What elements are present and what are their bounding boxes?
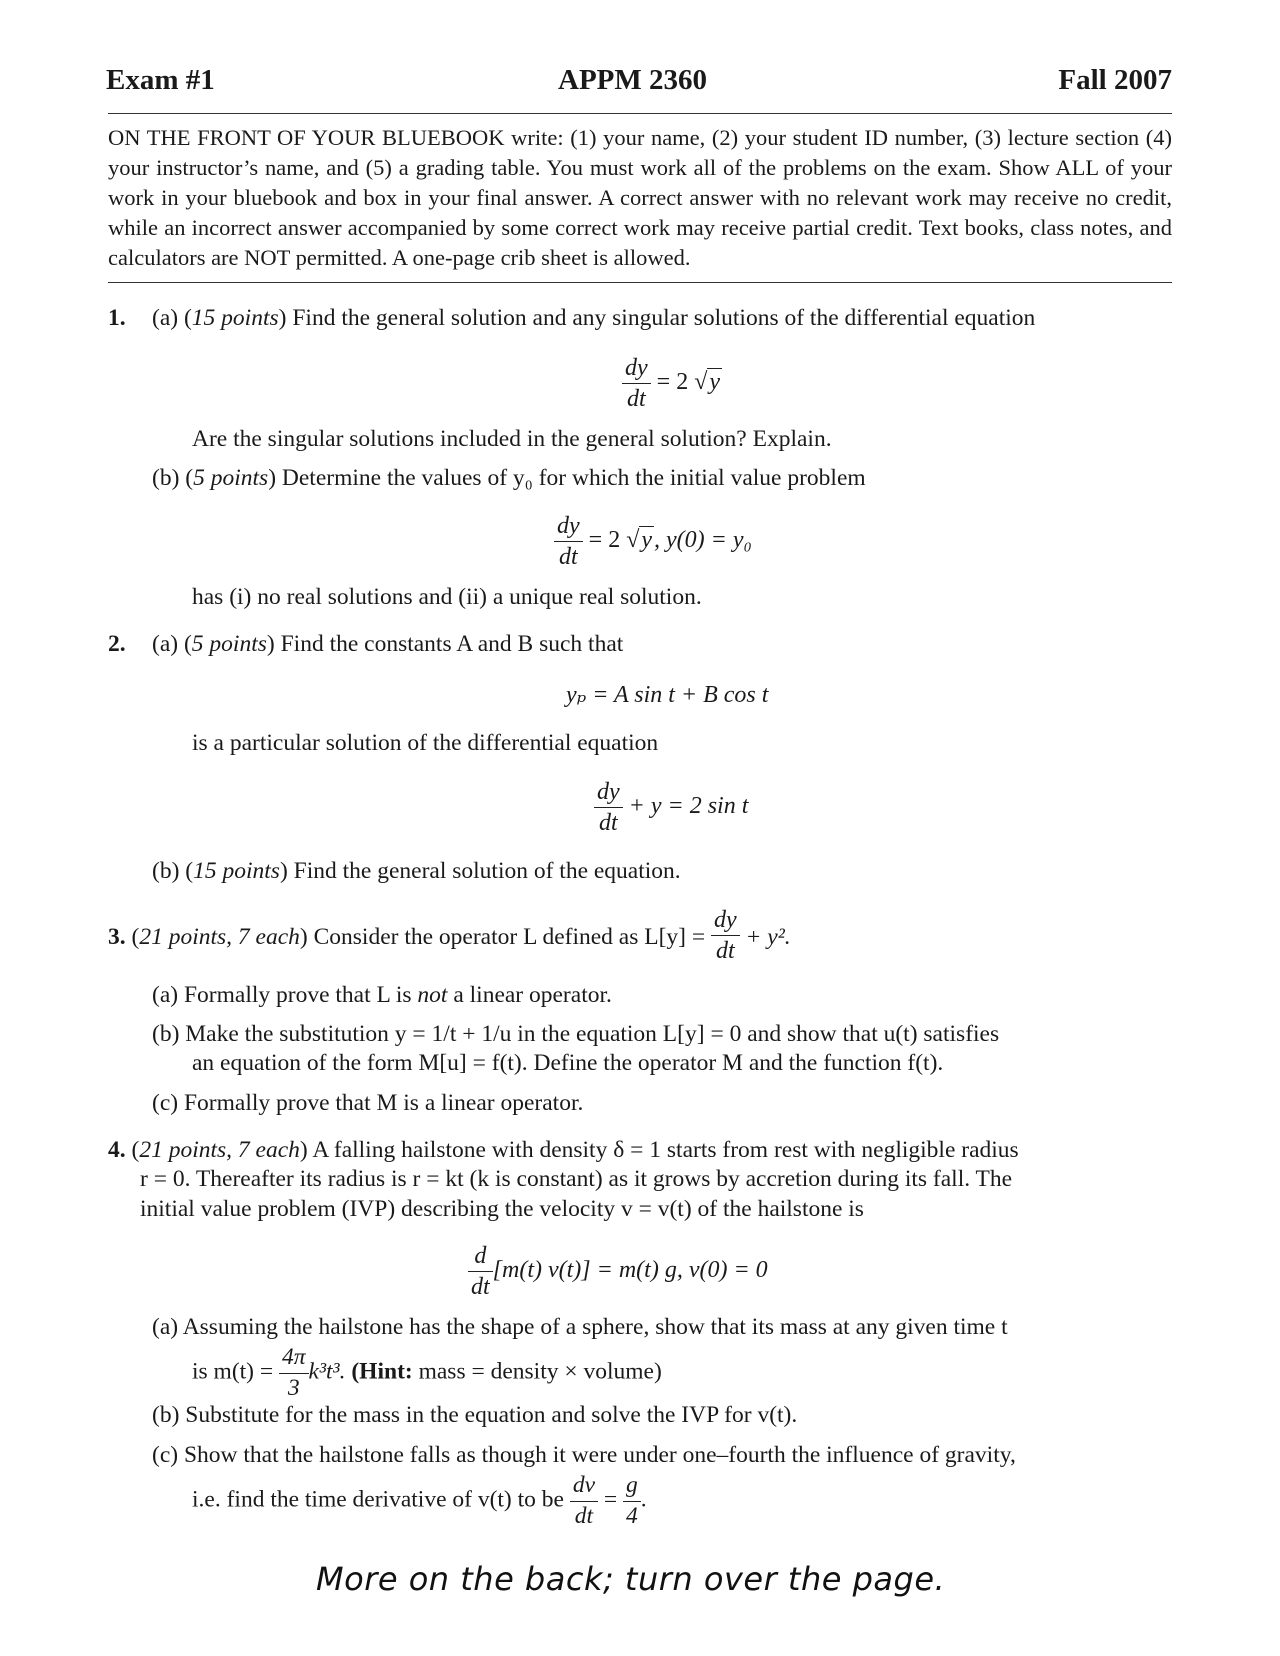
header-rule [108,113,1172,114]
problem-2-number: 2. [108,631,126,657]
problem-2a-followup: is a particular solution of the differential equation [192,730,659,756]
header-left: Exam #1 [106,64,215,96]
problem-4b: (b) Substitute for the mass in the equation and solve the IVP for v(t). [152,1402,798,1428]
equation-ivp: $\frac{d}{dt}$ [m(t) v(t)] = m(t) g, v(0) = 0 [468,1244,768,1299]
instructions-rule [108,282,1172,283]
header-term: Fall 2007 [1058,64,1172,96]
problem-3: 3. (21 points, 7 each) Consider the operator L defined as L[y] = $\frac{dy}{dt}$ + y². [108,907,791,964]
problem-4-number: 4. [108,1137,126,1163]
problem-2b: (b) (15 points) Find the general solution of the equation. [152,858,681,884]
problem-1b: (b) (5 points) Determine the values of y₀ for which the initial value problem [152,465,866,491]
problem-3c: (c) Formally prove that M is a linear operator. [152,1090,584,1116]
problem-4a: (a) Assuming the hailstone has the shape of a sphere, show that its mass at any given time t [152,1314,1008,1340]
problem-3b: (b) Make the substitution y = 1/t + 1/u in the equation L[y] = 0 and show that u(t) satisfies [152,1021,1000,1047]
problem-4-line2: r = 0. Thereafter its radius is r = kt (k is constant) as it grows by accretion during its fall. The [140,1166,1013,1192]
problem-4c: (c) Show that the hailstone falls as though it were under one–fourth the influence of gravity, [152,1442,1016,1468]
problem-1-number: 1. [108,305,126,331]
problem-1 [108,305,126,332]
problem-1b-followup: has (i) no real solutions and (ii) a unique real solution. [192,584,702,610]
equation-3: $\frac{dy}{dt}$ + y = 2 sin t [594,780,748,835]
problem-3-number: 3. [108,924,126,950]
equation-1: $\frac{dy}{dt}$ = 2 √y [622,356,722,411]
problem-4: 4. (21 points, 7 each) A falling hailstone with density δ = 1 starts from rest with negligible radius [108,1137,1019,1163]
problem-2 [108,631,126,658]
problem-1a-followup: Are the singular solutions included in the general solution? Explain. [192,426,832,452]
equation-particular: yₚ = A sin t + B cos t [566,682,769,708]
problem-4c-line2: i.e. find the time derivative of v(t) to be $\frac{dv}{dt}$ = $\frac{g}{4}$ . [192,1472,647,1529]
handwritten-note: More on the back; turn over the page. [316,1560,946,1598]
problem-3a: (a) Formally prove that L is not a linear operator. [152,982,612,1008]
problem-4-line3: initial value problem (IVP) describing the velocity v = v(t) of the hailstone is [140,1196,864,1222]
problem-4a-line2: is m(t) = $\frac{4\pi}{3}$ k³t³. (Hint: mass = density × volume) [192,1344,662,1401]
instructions: ON THE FRONT OF YOUR BLUEBOOK write: (1) your name, (2) your student ID number, (3) lecture section (4) your instructor’s name, and (5) a grading table. You must work all of the problems on the exam. Show ALL of your work in your bluebook and box in your final answer. A correct answer with no relevant work may receive no credit, while an incorrect answer accompanied by some correct work may receive partial credit. Text books, class notes, and calculators are NOT permitted. A one-page crib sheet is allowed. [108,125,1172,270]
problem-3b-line2: an equation of the form M[u] = f(t). Define the operator M and the function f(t). [192,1050,944,1076]
header-course: APPM 2360 [558,64,707,96]
problem-1a: (a) (15 points) Find the general solution and any singular solutions of the differential equation [152,305,1036,331]
equation-2: $\frac{dy}{dt}$ = 2 √y, y(0) = y₀ [554,514,752,569]
problem-2a: (a) (5 points) Find the constants A and B such that [152,631,624,657]
points: 15 points [191,305,279,331]
